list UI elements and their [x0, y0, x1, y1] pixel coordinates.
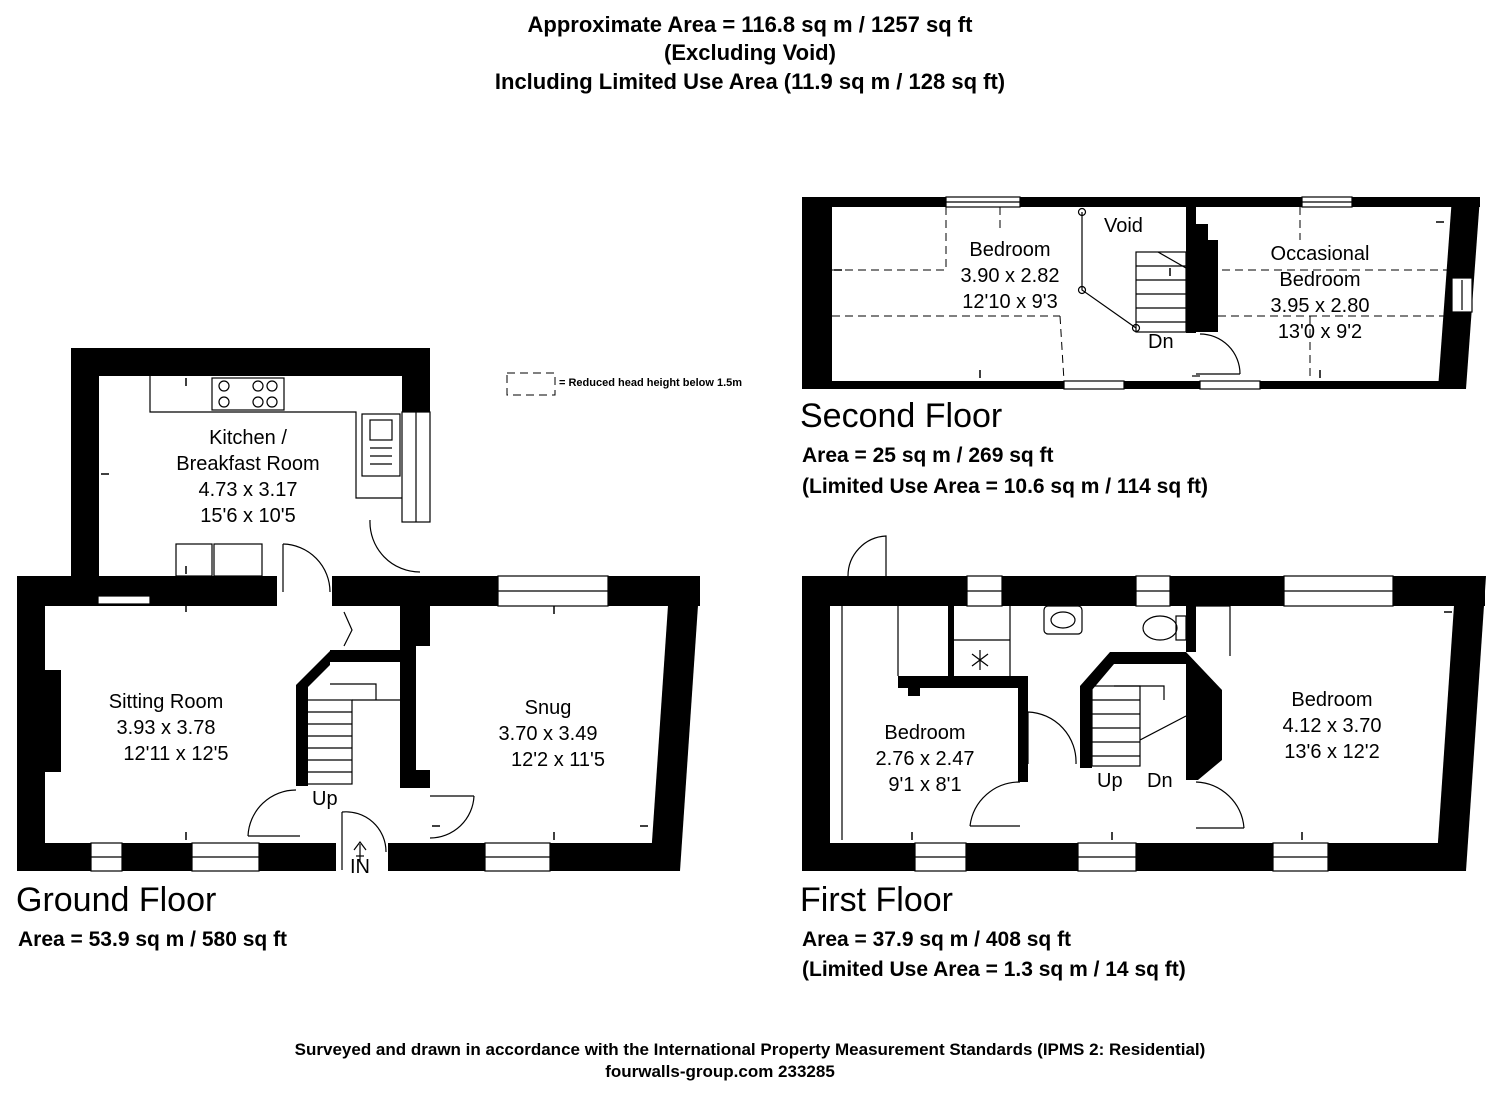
gf-snug-wall-top [416, 606, 430, 646]
room-metric: 4.12 x 3.70 [1282, 715, 1382, 737]
room-imperial: 15'6 x 10'5 [200, 505, 296, 527]
room-imperial: 12'2 x 11'5 [510, 749, 605, 771]
gf-north-wall-mid [332, 576, 498, 606]
ff-south-wall-2 [966, 843, 1078, 871]
room-ff-bedroom-small [855, 720, 995, 798]
room-name: Occasional [1270, 243, 1370, 265]
ff-chimney-breast [1186, 652, 1222, 780]
room-metric: 3.70 x 3.49 [498, 723, 598, 745]
sf-north-wall-1 [802, 197, 946, 207]
tick-marks [47, 222, 1452, 840]
kitchen-north-wall [71, 348, 430, 376]
room-sf-bedroom [940, 237, 1080, 315]
room-ff-bedroom-large [1262, 687, 1402, 765]
ff-north-wall-3 [1002, 576, 1136, 606]
gf-stair-wall-top [330, 650, 416, 662]
sf-chimney-breast [1196, 240, 1218, 332]
void-label: Void [1104, 215, 1143, 237]
room-name-2: Breakfast Room [176, 453, 320, 475]
room-kitchen [158, 425, 338, 529]
kitchen-west-wall [71, 348, 99, 606]
sf-partition [1186, 207, 1196, 333]
ff-stair-up-label: Up [1097, 770, 1123, 792]
ff-shower-wall [948, 606, 954, 678]
sf-south-wall-3 [1260, 381, 1466, 389]
first-floor-area: Area = 37.9 sq m / 408 sq ft [802, 928, 1072, 951]
gf-snug-wall [400, 606, 416, 788]
sf-south-wall-1 [802, 381, 1064, 389]
sf-chimney-top [1196, 224, 1208, 242]
room-imperial: 9'1 x 8'1 [888, 774, 962, 796]
second-floor-limited-area: (Limited Use Area = 10.6 sq m / 114 sq ft) [802, 475, 1208, 498]
gf-stair-up-label: Up [312, 788, 338, 810]
gf-stair-wall-west [296, 651, 330, 786]
room-name: Bedroom [1291, 689, 1373, 711]
ff-west-wall [802, 576, 830, 871]
gf-snug-wall-bottom [416, 770, 430, 788]
entrance-label: IN [350, 856, 370, 878]
ground-floor-title: Ground Floor [16, 881, 217, 919]
gf-south-wall-5 [550, 843, 680, 871]
ff-stair-down-label: Dn [1147, 770, 1173, 792]
second-floor-title: Second Floor [800, 397, 1003, 435]
room-snug [478, 695, 618, 773]
excluding-void-note: (Excluding Void) [664, 40, 836, 65]
room-metric: 3.95 x 2.80 [1270, 295, 1370, 317]
room-name: Kitchen / [209, 427, 287, 449]
ground-floor-area: Area = 53.9 sq m / 580 sq ft [18, 928, 288, 951]
room-name: Bedroom [969, 239, 1051, 261]
room-imperial: 13'6 x 12'2 [1284, 741, 1380, 763]
legend-swatch [507, 373, 555, 395]
room-name-2: Bedroom [1279, 269, 1361, 291]
ff-bedroom-wall [1018, 676, 1028, 782]
second-floor-area: Area = 25 sq m / 269 sq ft [802, 444, 1054, 467]
sf-south-wall-2 [1124, 381, 1200, 389]
survey-standard-note: Surveyed and drawn in accordance with the International Property Measurement Standards (IPMS 2: Residential) [294, 1040, 1206, 1059]
gf-south-wall-3 [259, 843, 336, 871]
kitchen-east-wall [402, 348, 430, 412]
gf-south-wall-4 [388, 843, 485, 871]
ff-south-wall-1 [802, 843, 915, 871]
ff-wall-stub [908, 688, 920, 696]
ff-east-wall [1436, 576, 1486, 871]
room-metric: 4.73 x 3.17 [198, 479, 298, 501]
legend-label: = Reduced head height below 1.5m [559, 377, 743, 389]
company-reference: fourwalls-group.com 233285 [605, 1062, 835, 1081]
ff-stair-wall [1080, 652, 1186, 768]
first-floor-limited-area: (Limited Use Area = 1.3 sq m / 14 sq ft) [802, 958, 1186, 981]
sf-stair-down-label: Dn [1148, 331, 1174, 353]
room-sitting-room [86, 689, 246, 767]
gf-south-wall-1 [17, 843, 91, 871]
total-area: Approximate Area = 116.8 sq m / 1257 sq ft [527, 12, 973, 37]
ff-north-wall-2 [897, 576, 967, 606]
gf-chimney-breast [43, 670, 61, 772]
limited-use-note: Including Limited Use Area (11.9 sq m / 128 sq ft) [494, 69, 1006, 94]
room-imperial: 12'11 x 12'5 [123, 743, 229, 765]
sf-north-wall-2 [1020, 197, 1302, 207]
sf-west-wall [802, 197, 832, 389]
ff-landing-wall [898, 676, 1028, 688]
ff-south-wall-3 [1136, 843, 1273, 871]
first-floor-title: First Floor [800, 881, 953, 919]
room-sf-occasional-bedroom [1245, 241, 1395, 345]
room-name: Sitting Room [108, 691, 224, 713]
room-metric: 2.76 x 2.47 [875, 748, 975, 770]
room-imperial: 12'10 x 9'3 [962, 291, 1058, 313]
gf-west-wall [17, 576, 45, 871]
gf-east-wall [650, 576, 700, 871]
room-metric: 3.90 x 2.82 [960, 265, 1060, 287]
room-imperial: 13'0 x 9'2 [1277, 321, 1363, 343]
room-metric: 3.93 x 3.78 [116, 717, 216, 739]
ff-partition [1186, 606, 1196, 652]
ff-north-wall-4 [1170, 576, 1284, 606]
gf-south-wall-2 [122, 843, 192, 871]
ff-south-wall-4 [1328, 843, 1466, 871]
room-name: Snug [524, 697, 572, 719]
room-name: Bedroom [884, 722, 966, 744]
